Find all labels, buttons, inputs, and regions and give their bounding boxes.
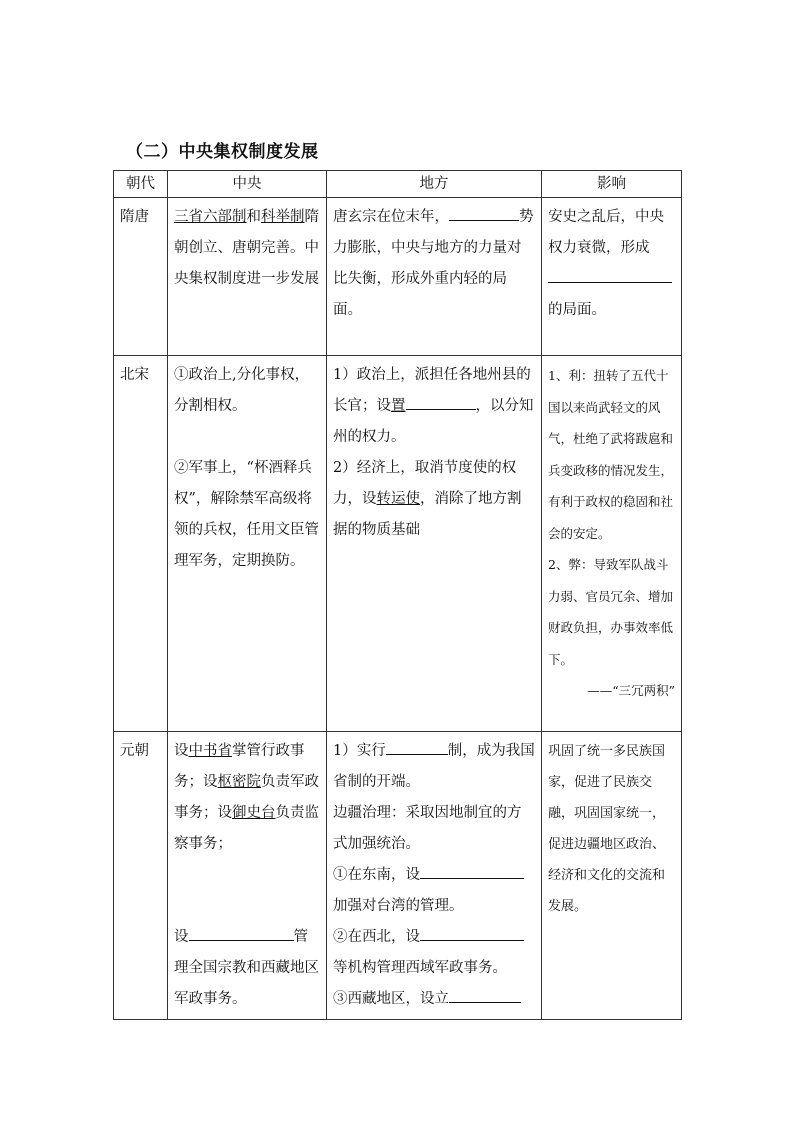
cell-paragraph — [333, 922, 535, 984]
cell-central — [168, 198, 327, 356]
cell-paragraph: 边疆治理：采取因地制宜的方式加强统治。 — [333, 805, 522, 852]
cell-text: ，以分知州的权力。 — [333, 398, 534, 445]
cell-text: 和 — [246, 209, 261, 225]
cell-text: 安史之乱后，中央权力衰微，形成 — [548, 209, 664, 256]
section-title: （二）中央集权制度发展 — [126, 142, 319, 162]
cell-text: 的局面。 — [548, 302, 606, 318]
cell-paragraph: ①政治上,分化事权，分割相权。 — [174, 367, 310, 414]
answer-blank[interactable] — [420, 862, 524, 879]
cell-paragraph: 2、弊：导致军队战斗力弱、官员冗余、增加财政负担，办事效率低下。 — [548, 557, 674, 667]
table-row — [114, 198, 682, 356]
cell-text: 唐玄宗在位末年， — [333, 209, 449, 225]
cell-paragraph: ②军事上，“杯酒释兵权”，解除禁军高级将领的兵权，任用文臣管理军务，定期换防。 — [174, 460, 319, 569]
underlined-term: 枢密院 — [217, 774, 261, 790]
cell-text: ③西藏地区，设立 — [333, 991, 449, 1007]
cell-paragraph — [333, 453, 535, 546]
cell-paragraph: 1、利：扭转了五代十国以来尚武轻文的风气，杜绝了武将跋扈和兵变政移的情况发生，有利于政权的稳固和社会的安定。 — [548, 368, 674, 541]
cell-text: 设 — [174, 743, 189, 759]
header-dynasty: 朝代 — [114, 171, 168, 198]
cell-impact — [542, 198, 682, 356]
cell-impact — [542, 356, 682, 732]
cell-text: ②在西北，设 — [333, 929, 420, 945]
cell-local — [327, 356, 542, 732]
underlined-term: 三省六部制 — [174, 209, 247, 225]
cell-dynasty: 隋唐 — [114, 198, 168, 356]
cell-paragraph — [333, 860, 535, 922]
cell-paragraph — [174, 736, 320, 860]
answer-blank[interactable] — [386, 738, 448, 755]
underlined-term: 置 — [391, 398, 406, 414]
underlined-term: 御史台 — [232, 805, 276, 821]
cell-paragraph: 巩固了统一多民族国家，促进了民族交融，巩固国家统一，促进边疆地区政治、经济和文化的交流和发展。 — [548, 744, 666, 914]
answer-blank[interactable] — [449, 204, 519, 221]
answer-blank[interactable] — [548, 266, 672, 283]
cell-central — [168, 732, 327, 1020]
cell-paragraph: ——“三冗两积” — [587, 683, 675, 698]
table-row — [114, 732, 682, 1020]
cell-paragraph — [333, 360, 535, 453]
cell-text: 2）经济上，取消节度使的权力，设 — [333, 460, 517, 507]
cell-text: 管理全国宗教和西藏地区军政事务。 — [174, 929, 319, 1007]
cell-paragraph — [333, 984, 535, 1015]
answer-blank[interactable] — [406, 393, 476, 410]
header-central: 中央 — [168, 171, 327, 198]
cell-local — [327, 198, 542, 356]
cell-text: 1）实行 — [333, 743, 386, 759]
cell-paragraph — [174, 922, 320, 1015]
answer-blank[interactable] — [449, 986, 521, 1003]
underlined-term: 转运使 — [376, 491, 420, 507]
answer-blank[interactable] — [420, 924, 524, 941]
cell-dynasty: 元朝 — [114, 732, 168, 1020]
header-impact: 影响 — [542, 171, 682, 198]
cell-local — [327, 732, 542, 1020]
cell-text: 等机构管理西域军政事务。 — [333, 960, 507, 976]
cell-impact — [542, 732, 682, 1020]
cell-text: 势力膨胀，中央与地方的力量对比失衡，形成外重内轻的局面。 — [333, 209, 534, 318]
table-row — [114, 356, 682, 732]
history-table — [113, 170, 682, 1020]
underlined-term: 中书省 — [188, 743, 232, 759]
cell-dynasty: 北宋 — [114, 356, 168, 732]
underlined-term: 科举制 — [261, 209, 305, 225]
table-header-row — [114, 171, 682, 198]
cell-text: 掌管行政事务；设 — [174, 743, 305, 790]
cell-paragraph — [333, 736, 535, 798]
cell-text: 负责监察事务； — [174, 805, 319, 852]
cell-text: 1）政治上，派担任各地州县的长官；设 — [333, 367, 531, 414]
cell-text: 制，成为我国省制的开端。 — [333, 743, 535, 790]
cell-text: 隋朝创立、唐朝完善。中央集权制度进一步发展 — [174, 209, 319, 287]
cell-text: ①在东南，设 — [333, 867, 420, 883]
cell-text: 负责军政事务；设 — [174, 774, 319, 821]
cell-text: ，消除了地方割据的物质基础 — [333, 491, 522, 538]
header-local: 地方 — [327, 171, 542, 198]
cell-text: 加强对台湾的管理。 — [333, 898, 464, 914]
cell-text: 设 — [174, 929, 189, 945]
cell-central — [168, 356, 327, 732]
answer-blank[interactable] — [189, 924, 294, 941]
